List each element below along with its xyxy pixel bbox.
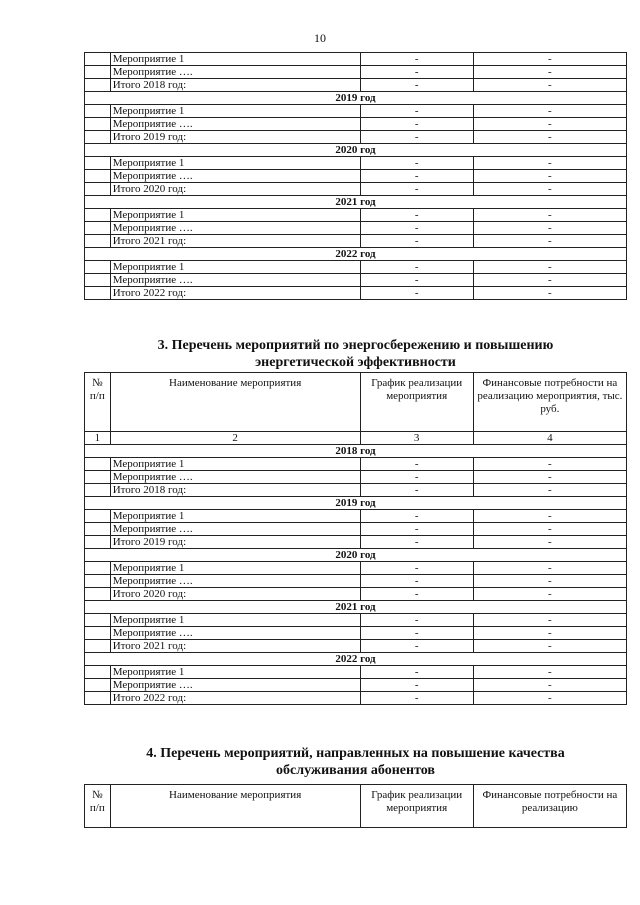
row-finance-cell: - bbox=[473, 471, 626, 484]
row-num-cell bbox=[85, 588, 111, 601]
row-num-cell bbox=[85, 287, 111, 300]
header-name: Наименование мероприятия bbox=[110, 373, 360, 432]
row-finance-cell: - bbox=[473, 627, 626, 640]
row-num-cell bbox=[85, 523, 111, 536]
table-row bbox=[85, 157, 627, 170]
year-row bbox=[85, 601, 627, 614]
row-schedule-cell: - bbox=[360, 209, 473, 222]
table-row bbox=[85, 666, 627, 679]
year-row bbox=[85, 549, 627, 562]
row-name-cell: Итого 2019 год: bbox=[110, 536, 360, 549]
row-finance-cell: - bbox=[473, 261, 626, 274]
header-finance: Финансовые потребности на реализацию мероприятия, тыс. руб. bbox=[473, 373, 626, 432]
row-name-cell: Итого 2022 год: bbox=[110, 692, 360, 705]
row-num-cell bbox=[85, 575, 111, 588]
row-finance-cell: - bbox=[473, 692, 626, 705]
header-schedule: График реализации мероприятия bbox=[360, 785, 473, 828]
row-num-cell bbox=[85, 261, 111, 274]
section-3-table bbox=[84, 372, 627, 705]
row-name-cell: Мероприятие …. bbox=[110, 222, 360, 235]
row-schedule-cell: - bbox=[360, 170, 473, 183]
row-num-cell bbox=[85, 79, 111, 92]
row-schedule-cell: - bbox=[360, 287, 473, 300]
column-index-row bbox=[85, 432, 627, 445]
table-row bbox=[85, 562, 627, 575]
section-4-table bbox=[84, 784, 627, 828]
row-schedule-cell: - bbox=[360, 458, 473, 471]
table-row bbox=[85, 614, 627, 627]
row-finance-cell: - bbox=[473, 157, 626, 170]
row-finance-cell: - bbox=[473, 640, 626, 653]
row-schedule-cell: - bbox=[360, 588, 473, 601]
row-num-cell bbox=[85, 222, 111, 235]
row-name-cell: Мероприятие 1 bbox=[110, 53, 360, 66]
row-num-cell bbox=[85, 274, 111, 287]
row-name-cell: Итого 2018 год: bbox=[110, 79, 360, 92]
section-4-title-line1: 4. Перечень мероприятий, направленных на повышение качества bbox=[146, 746, 565, 761]
row-schedule-cell: - bbox=[360, 118, 473, 131]
table-row bbox=[85, 640, 627, 653]
table-row bbox=[85, 679, 627, 692]
row-name-cell: Мероприятие …. bbox=[110, 274, 360, 287]
year-row bbox=[85, 92, 627, 105]
table-row bbox=[85, 209, 627, 222]
table-row bbox=[85, 79, 627, 92]
row-num-cell bbox=[85, 471, 111, 484]
row-schedule-cell: - bbox=[360, 627, 473, 640]
row-schedule-cell: - bbox=[360, 105, 473, 118]
row-finance-cell: - bbox=[473, 614, 626, 627]
table-row bbox=[85, 588, 627, 601]
row-num-cell bbox=[85, 510, 111, 523]
table-row bbox=[85, 287, 627, 300]
row-finance-cell: - bbox=[473, 575, 626, 588]
table-row bbox=[85, 183, 627, 196]
table-header-row bbox=[85, 785, 627, 828]
column-index: 3 bbox=[360, 432, 473, 445]
row-num-cell bbox=[85, 170, 111, 183]
row-schedule-cell: - bbox=[360, 536, 473, 549]
table-row bbox=[85, 510, 627, 523]
row-schedule-cell: - bbox=[360, 235, 473, 248]
row-finance-cell: - bbox=[473, 222, 626, 235]
section-3-title bbox=[84, 337, 627, 371]
row-name-cell: Мероприятие 1 bbox=[110, 458, 360, 471]
row-num-cell bbox=[85, 536, 111, 549]
row-name-cell: Мероприятие 1 bbox=[110, 510, 360, 523]
row-schedule-cell: - bbox=[360, 614, 473, 627]
row-schedule-cell: - bbox=[360, 562, 473, 575]
row-name-cell: Итого 2022 год: bbox=[110, 287, 360, 300]
row-name-cell: Мероприятие …. bbox=[110, 627, 360, 640]
row-schedule-cell: - bbox=[360, 53, 473, 66]
row-finance-cell: - bbox=[473, 588, 626, 601]
header-num: № п/п bbox=[85, 785, 111, 828]
row-name-cell: Мероприятие 1 bbox=[110, 614, 360, 627]
row-name-cell: Мероприятие 1 bbox=[110, 562, 360, 575]
section-3-title-line2: энергетической эффективности bbox=[255, 355, 456, 370]
row-name-cell: Мероприятие …. bbox=[110, 118, 360, 131]
header-schedule: График реализации мероприятия bbox=[360, 373, 473, 432]
row-num-cell bbox=[85, 209, 111, 222]
table-row bbox=[85, 118, 627, 131]
table-row bbox=[85, 627, 627, 640]
row-num-cell bbox=[85, 458, 111, 471]
table-row bbox=[85, 170, 627, 183]
row-num-cell bbox=[85, 614, 111, 627]
year-heading: 2019 год bbox=[85, 92, 627, 105]
table-row bbox=[85, 536, 627, 549]
year-heading: 2021 год bbox=[85, 601, 627, 614]
table-row bbox=[85, 53, 627, 66]
row-finance-cell: - bbox=[473, 484, 626, 497]
row-name-cell: Мероприятие …. bbox=[110, 170, 360, 183]
row-finance-cell: - bbox=[473, 209, 626, 222]
row-num-cell bbox=[85, 118, 111, 131]
table-row bbox=[85, 692, 627, 705]
column-index: 1 bbox=[85, 432, 111, 445]
header-num: № п/п bbox=[85, 373, 111, 432]
row-finance-cell: - bbox=[473, 679, 626, 692]
row-num-cell bbox=[85, 627, 111, 640]
row-schedule-cell: - bbox=[360, 471, 473, 484]
table-row bbox=[85, 274, 627, 287]
page-number: 10 bbox=[314, 31, 326, 45]
table-row bbox=[85, 471, 627, 484]
row-finance-cell: - bbox=[473, 287, 626, 300]
year-heading: 2019 год bbox=[85, 497, 627, 510]
row-schedule-cell: - bbox=[360, 510, 473, 523]
row-name-cell: Мероприятие …. bbox=[110, 471, 360, 484]
row-finance-cell: - bbox=[473, 274, 626, 287]
row-finance-cell: - bbox=[473, 458, 626, 471]
year-row bbox=[85, 445, 627, 458]
table-row bbox=[85, 458, 627, 471]
row-name-cell: Мероприятие 1 bbox=[110, 105, 360, 118]
row-name-cell: Мероприятие …. bbox=[110, 66, 360, 79]
row-schedule-cell: - bbox=[360, 679, 473, 692]
header-finance: Финансовые потребности на реализацию bbox=[473, 785, 626, 828]
year-row bbox=[85, 653, 627, 666]
row-finance-cell: - bbox=[473, 183, 626, 196]
header-name: Наименование мероприятия bbox=[110, 785, 360, 828]
row-schedule-cell: - bbox=[360, 575, 473, 588]
table-row bbox=[85, 105, 627, 118]
row-finance-cell: - bbox=[473, 510, 626, 523]
row-num-cell bbox=[85, 66, 111, 79]
row-num-cell bbox=[85, 157, 111, 170]
table-row bbox=[85, 523, 627, 536]
table-row bbox=[85, 131, 627, 144]
column-index: 4 bbox=[473, 432, 626, 445]
row-finance-cell: - bbox=[473, 536, 626, 549]
row-name-cell: Итого 2021 год: bbox=[110, 640, 360, 653]
table-row bbox=[85, 66, 627, 79]
year-heading: 2020 год bbox=[85, 549, 627, 562]
row-schedule-cell: - bbox=[360, 261, 473, 274]
row-schedule-cell: - bbox=[360, 666, 473, 679]
row-finance-cell: - bbox=[473, 105, 626, 118]
row-schedule-cell: - bbox=[360, 79, 473, 92]
row-schedule-cell: - bbox=[360, 183, 473, 196]
row-name-cell: Итого 2019 год: bbox=[110, 131, 360, 144]
row-name-cell: Мероприятие 1 bbox=[110, 666, 360, 679]
row-schedule-cell: - bbox=[360, 131, 473, 144]
row-name-cell: Итого 2020 год: bbox=[110, 183, 360, 196]
row-schedule-cell: - bbox=[360, 274, 473, 287]
row-name-cell: Мероприятие …. bbox=[110, 679, 360, 692]
table-row bbox=[85, 575, 627, 588]
row-num-cell bbox=[85, 562, 111, 575]
table-row bbox=[85, 222, 627, 235]
row-finance-cell: - bbox=[473, 170, 626, 183]
row-finance-cell: - bbox=[473, 66, 626, 79]
year-row bbox=[85, 248, 627, 261]
row-finance-cell: - bbox=[473, 562, 626, 575]
row-num-cell bbox=[85, 484, 111, 497]
year-row bbox=[85, 497, 627, 510]
section-3-title-line1: 3. Перечень мероприятий по энергосбережению и повышению bbox=[157, 338, 554, 353]
row-finance-cell: - bbox=[473, 523, 626, 536]
row-finance-cell: - bbox=[473, 131, 626, 144]
row-num-cell bbox=[85, 640, 111, 653]
section-4-title-line2: обслуживания абонентов bbox=[276, 763, 435, 778]
table-header-row bbox=[85, 373, 627, 432]
year-heading: 2022 год bbox=[85, 248, 627, 261]
row-name-cell: Итого 2020 год: bbox=[110, 588, 360, 601]
row-name-cell: Итого 2021 год: bbox=[110, 235, 360, 248]
row-num-cell bbox=[85, 183, 111, 196]
row-num-cell bbox=[85, 53, 111, 66]
row-schedule-cell: - bbox=[360, 222, 473, 235]
year-heading: 2018 год bbox=[85, 445, 627, 458]
row-schedule-cell: - bbox=[360, 484, 473, 497]
continuation-table bbox=[84, 52, 627, 300]
row-num-cell bbox=[85, 692, 111, 705]
row-num-cell bbox=[85, 666, 111, 679]
column-index: 2 bbox=[110, 432, 360, 445]
row-num-cell bbox=[85, 235, 111, 248]
row-finance-cell: - bbox=[473, 53, 626, 66]
year-heading: 2021 год bbox=[85, 196, 627, 209]
row-schedule-cell: - bbox=[360, 523, 473, 536]
year-row bbox=[85, 144, 627, 157]
table-row bbox=[85, 484, 627, 497]
section-4-title bbox=[84, 745, 627, 779]
row-schedule-cell: - bbox=[360, 692, 473, 705]
row-name-cell: Мероприятие 1 bbox=[110, 261, 360, 274]
row-finance-cell: - bbox=[473, 79, 626, 92]
year-heading: 2022 год bbox=[85, 653, 627, 666]
row-num-cell bbox=[85, 105, 111, 118]
row-finance-cell: - bbox=[473, 666, 626, 679]
row-name-cell: Мероприятие …. bbox=[110, 523, 360, 536]
table-row bbox=[85, 261, 627, 274]
year-heading: 2020 год bbox=[85, 144, 627, 157]
row-name-cell: Мероприятие 1 bbox=[110, 157, 360, 170]
row-name-cell: Итого 2018 год: bbox=[110, 484, 360, 497]
row-num-cell bbox=[85, 131, 111, 144]
table-row bbox=[85, 235, 627, 248]
year-row bbox=[85, 196, 627, 209]
row-finance-cell: - bbox=[473, 118, 626, 131]
row-name-cell: Мероприятие …. bbox=[110, 575, 360, 588]
row-schedule-cell: - bbox=[360, 157, 473, 170]
row-finance-cell: - bbox=[473, 235, 626, 248]
row-schedule-cell: - bbox=[360, 640, 473, 653]
row-schedule-cell: - bbox=[360, 66, 473, 79]
row-num-cell bbox=[85, 679, 111, 692]
row-name-cell: Мероприятие 1 bbox=[110, 209, 360, 222]
